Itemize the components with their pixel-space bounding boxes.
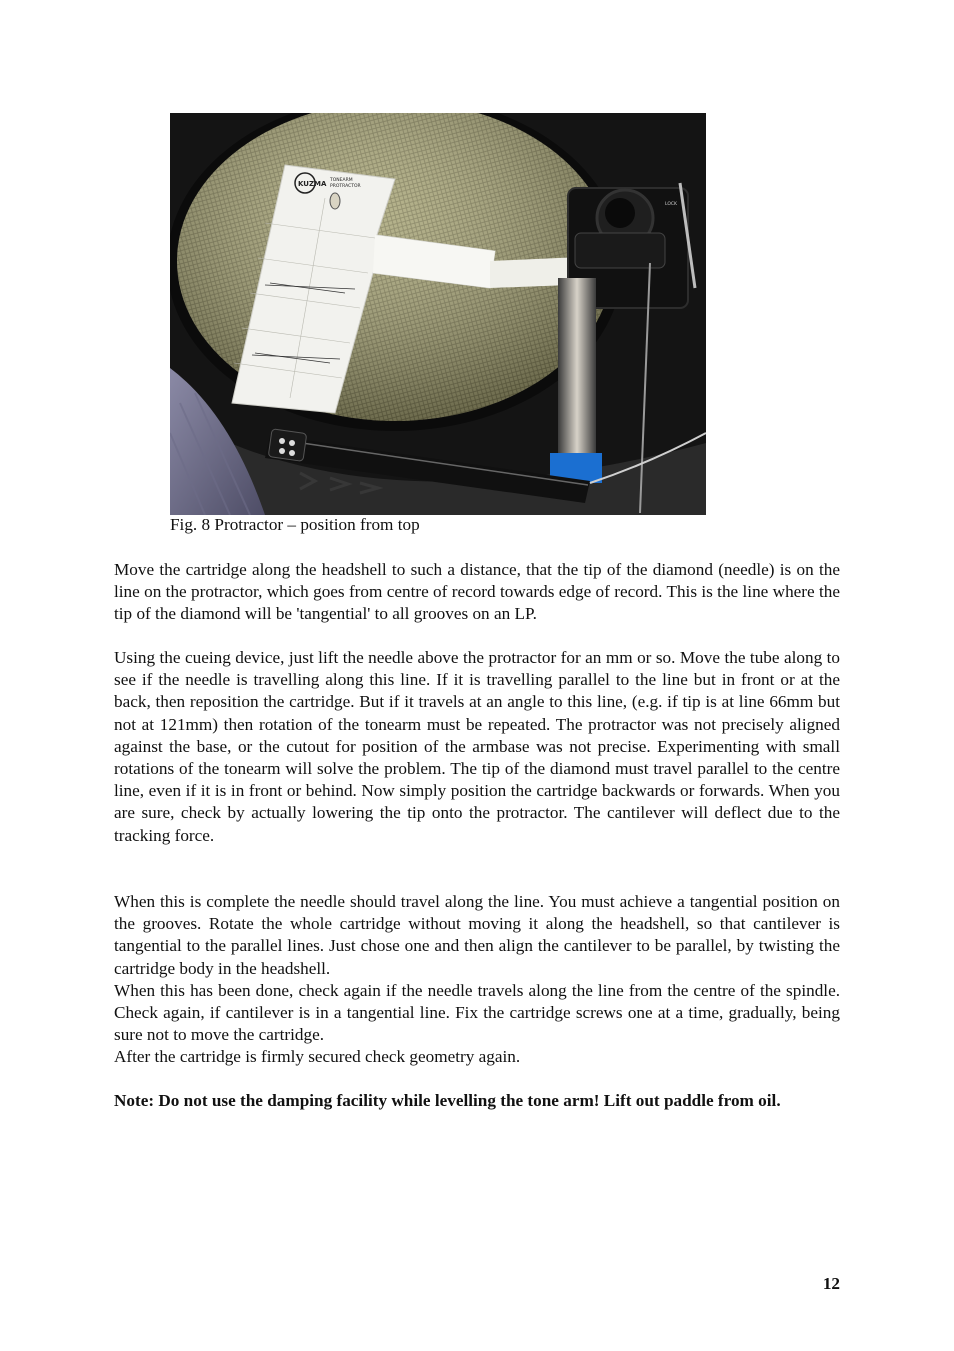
tonearm-pillar <box>558 278 596 458</box>
paragraph-2: Using the cueing device, just lift the needle above the protractor for an mm or so. Move the tube along to see if the needle is travelling along this line. If it is travelling parallel to the line but in front or at the back, then reposition the cartridge. But if it travels at an angle to this line, (e.g. if tip is at line 66mm but not at 121mm) then rotation of the tonearm must be repeated. The protractor was not precisely aligned against the base, or the cutout for position of the armbase was not precise. Experimenting with small rotations of the tonearm will solve the problem. The tip of the diamond must travel parallel to the centre line, even if it is in front or behind. Now simply position the cartridge backwards or forwards. When you are sure, check by actually lowering the tip onto the protractor. The cantilever will deflect due to the tracking force. <box>114 648 840 845</box>
protractor-photo <box>170 113 706 515</box>
paragraph-3b: When this has been done, check again if the needle travels along the line from the centre of the spindle. Check again, if cantilever is in a tangential line. Fix the cartridge screws one at a time, gradually, being sure not to move the cartridge. <box>114 980 840 1045</box>
spindle-hole <box>330 193 340 209</box>
protractor-title-2: PROTRACTOR <box>330 184 361 189</box>
paragraph-1: Move the cartridge along the headshell to such a distance, that the tip of the diamond (needle) is on the line on the protractor, which goes from centre of record towards edge of record. This is the line where the tip of the diamond will be 'tangential' to all grooves on an LP. <box>114 560 840 624</box>
figure-caption: Fig. 8 Protractor – position from top <box>170 515 420 534</box>
paragraph-3 <box>114 891 840 1069</box>
headshell <box>268 429 307 462</box>
protractor-title-1: TONEARM <box>330 178 353 183</box>
lock-label: LOCK <box>665 202 677 207</box>
protractor-brand: KUZMA <box>298 180 327 188</box>
note-paragraph: Note: Do not use the damping facility while levelling the tone arm! Lift out paddle from oil. <box>114 1091 781 1110</box>
paragraph-3a: When this is complete the needle should travel along the line. You must achieve a tangential position on the grooves. Rotate the whole cartridge without moving it along the headshell, so that cantilever is tangential to the parallel lines. Just chose one and then align the cantilever to be parallel, by twisting the cartridge body in the headshell. <box>114 892 840 978</box>
page-number: 12 <box>822 1274 840 1293</box>
paragraph-3c: After the cartridge is firmly secured check geometry again. <box>114 1047 521 1067</box>
figure-protractor-photo <box>170 113 706 515</box>
